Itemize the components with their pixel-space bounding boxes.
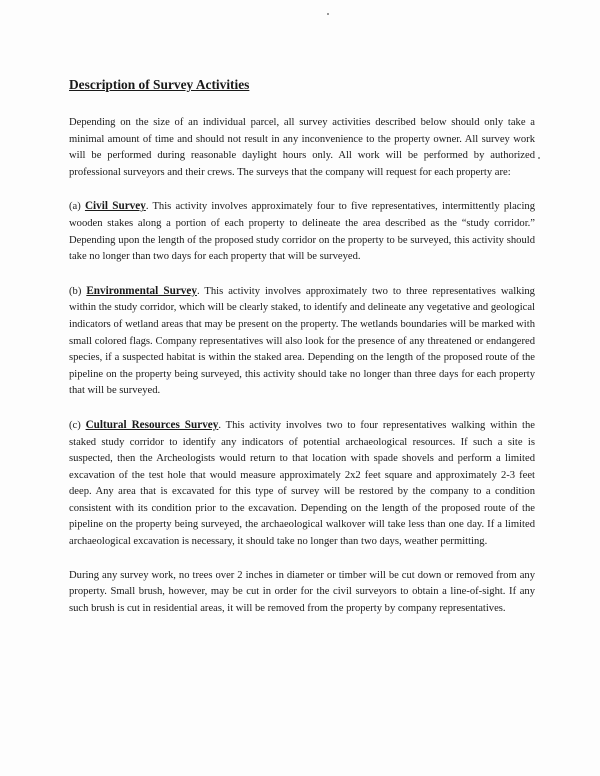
closing-paragraph: During any survey work, no trees over 2 inches in diameter or timber will be cut down or removed from any property. Small brush, however, may be cut in order for the civil surveyors to obtain a line-of-sight. If any such brush is cut in residential areas, it will be removed from the property by company representatives. — [69, 569, 535, 614]
cultural-resources-survey-heading: Cultural Resources Survey — [85, 418, 219, 431]
section-prefix: (c) — [69, 419, 86, 431]
environmental-survey-text: This activity involves approximately two to three representatives walking within the study corridor, which will be clearly staked, to identify and delineate any vegetative and geological indicators of wetland areas that may be present on the property. The wetlands boundaries will be marked with small colored flags. Company representatives will also look for the presence of any threatened or endangered species, if a suspected habitat is within the staked area. Depending on the length of the proposed route of the pipeline on the property being surveyed, this activity should take no longer than three days for each property that will be surveyed. — [69, 285, 535, 397]
section-prefix: (b) — [69, 285, 87, 297]
scan-speck — [538, 157, 540, 159]
civil-survey-paragraph — [69, 198, 535, 265]
intro-paragraph: Depending on the size of an individual parcel, all survey activities described below should only take a minimal amount of time and should not result in any inconvenience to the property owner. All survey work will be performed during reasonable daylight hours only. All work will be performed by authorized professional surveyors and their crews. The surveys that the company will request for each property are: — [69, 117, 535, 178]
heading-punctuation: . — [218, 419, 222, 431]
heading-punctuation: . — [196, 285, 200, 297]
cultural-resources-survey-text: This activity involves two to four representatives walking within the staked study corridor to identify any indicators of potential archaeological resources. If such a site is suspected, then the Archeologists would return to that location with spade shovels and perform a limited excavation of the test hole that would measure approximately 2x2 feet square and approximately 2-3 feet deep. Any area that is excavated for this type of survey will be restored by the company to a condition consistent with its condition prior to the excavation. Depending on the length of the proposed route of the pipeline on the property being surveyed, the archaeological walkover will take less than one day. If a limited archaeological excavation is necessary, it should take no longer than two days, weather permitting. — [69, 419, 535, 548]
document-body — [69, 76, 535, 634]
civil-survey-heading: Civil Survey — [84, 200, 146, 213]
heading-punctuation: . — [145, 201, 149, 213]
environmental-survey-paragraph — [69, 283, 535, 400]
civil-survey-text: This activity involves approximately four to five representatives, intermittently placing wooden stakes along a portion of each property to delineate the area described as the “study corridor.” Depending upon the length of the proposed study corridor on the property to be surveyed, this activity should take no longer than two days for each property that will be surveyed. — [69, 201, 536, 263]
environmental-survey-heading: Environmental Survey — [86, 284, 197, 297]
cultural-resources-survey-paragraph — [69, 417, 535, 551]
document-title: Description of Survey Activities — [69, 77, 250, 92]
section-prefix: (a) — [69, 201, 85, 213]
scan-speck — [327, 13, 329, 15]
